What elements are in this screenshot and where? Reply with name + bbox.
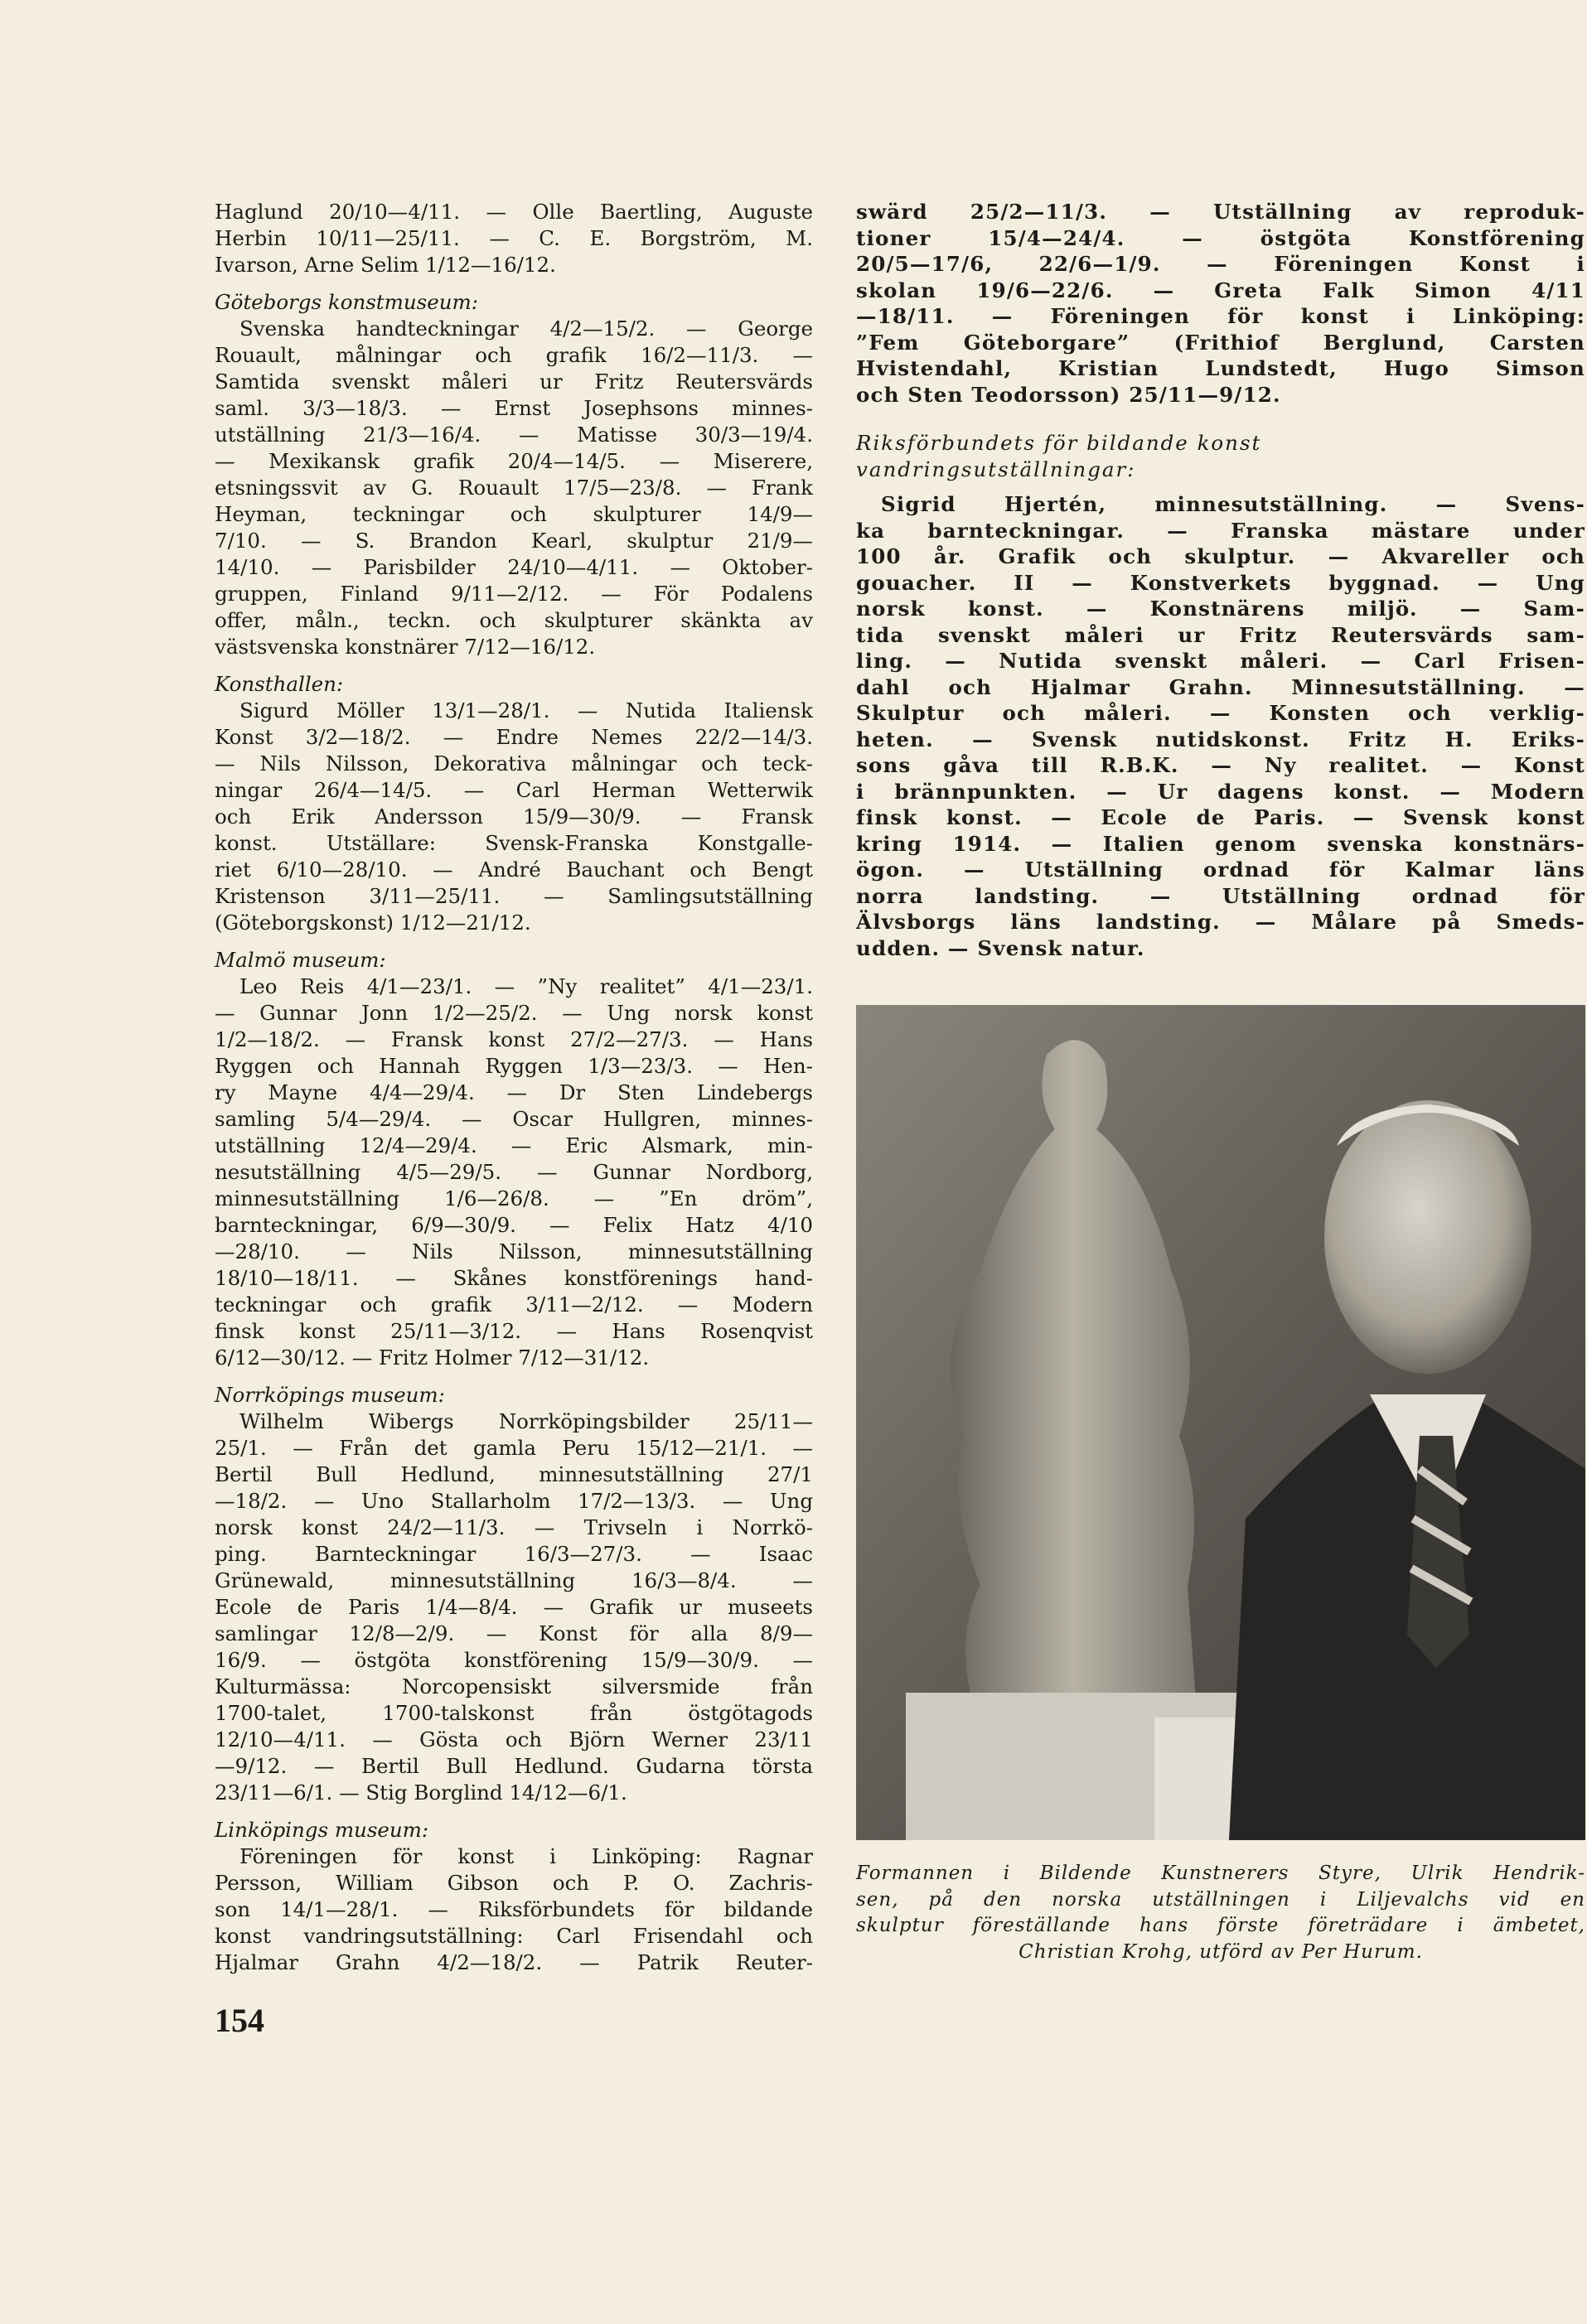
text-line: finsk konst. — Ecole de Paris. — Svensk konst [856, 805, 1585, 829]
text-line: (Göteborgskonst) 1/12—21/12. [215, 911, 531, 935]
text-line: skulptur föreställande hans förste företrädare i ämbetet, [856, 1915, 1585, 1936]
text-line: och Sten Teodorsson) 25/11—9/12. [856, 382, 1281, 407]
section-heading: Göteborgs konstmuseum: [215, 290, 478, 314]
left-column [215, 199, 813, 1976]
section-heading: Riksförbundets för bildande konst [856, 431, 1262, 455]
text-line: Rouault, målningar och grafik 16/2—11/3. — [215, 343, 813, 367]
text-line: Ryggen och Hannah Ryggen 1/3—23/3. — Hen- [215, 1054, 813, 1078]
text-line: dahl och Hjalmar Grahn. Minnesutställning. — [856, 674, 1585, 699]
text-line: Bertil Bull Hedlund, minnesutställning 27/1 [215, 1462, 813, 1486]
text-line: saml. 3/3—18/3. — Ernst Josephsons minnes- [215, 396, 813, 420]
text-line: samling 5/4—29/4. — Oscar Hullgren, minnes- [215, 1107, 813, 1131]
text-line: sen, på den norska utställningen i Liljevalchs vid en [856, 1888, 1585, 1911]
text-line: Konst 3/2—18/2. — Endre Nemes 22/2—14/3. [215, 725, 813, 749]
text-line: gruppen, Finland 9/11—2/12. — För Podalens [215, 582, 813, 606]
text-line: Wilhelm Wibergs Norrköpingsbilder 25/11— [240, 1409, 813, 1433]
photo-image [856, 1005, 1585, 1840]
right-column [856, 199, 1585, 961]
text-line: utställning 12/4—29/4. — Eric Alsmark, min- [215, 1133, 813, 1157]
text-line: Haglund 20/10—4/11. — Olle Baertling, Auguste [215, 200, 813, 224]
text-line: ka barnteckningar. — Franska mästare under [856, 518, 1585, 543]
text-line: ping. Barnteckningar 16/3—27/3. — Isaac [215, 1542, 813, 1566]
text-line: Grünewald, minnesutställning 16/3—8/4. — [215, 1568, 813, 1592]
text-line: sons gåva till R.B.K. — Ny realitet. — Konst [856, 753, 1585, 777]
text-line: Formannen i Bildende Kunstnerers Styre, Ulrik Hendrik- [856, 1863, 1585, 1884]
text-line: 7/10. — S. Brandon Kearl, skulptur 21/9— [215, 529, 813, 553]
text-line: teckningar och grafik 3/11—2/12. — Modern [215, 1292, 813, 1317]
text-line: 6/12—30/12. — Fritz Holmer 7/12—31/12. [215, 1346, 650, 1370]
text-line: —18/11. — Föreningen för konst i Linköping: [856, 304, 1585, 328]
text-line: Ecole de Paris 1/4—8/4. — Grafik ur museets [215, 1595, 813, 1619]
text-line: samlingar 12/8—2/9. — Konst för alla 8/9— [215, 1621, 813, 1645]
text-line: swärd 25/2—11/3. — Utställning av reproduk- [856, 200, 1585, 224]
text-line: — Nils Nilsson, Dekorativa målningar och teck- [215, 751, 813, 775]
text-line: och Erik Andersson 15/9—30/9. — Fransk [215, 804, 813, 829]
text-line: Sigurd Möller 13/1—28/1. — Nutida Italiensk [240, 698, 813, 722]
text-line: ningar 26/4—14/5. — Carl Herman Wetterwik [215, 778, 813, 802]
text-line: 25/1. — Från det gamla Peru 15/12—21/1. — [215, 1436, 813, 1460]
text-line: nesutställning 4/5—29/5. — Gunnar Nordborg, [215, 1160, 813, 1184]
text-line: Samtida svenskt måleri ur Fritz Reutersvärds [215, 370, 813, 394]
text-line: i brännpunkten. — Ur dagens konst. — Modern [856, 779, 1585, 804]
text-line: 1700-talet, 1700-talskonst från östgötagods [215, 1701, 813, 1725]
photograph-man-with-sculpture [856, 1005, 1585, 1840]
text-line: konst vandringsutställning: Carl Frisendahl och [215, 1924, 813, 1948]
text-line: kring 1914. — Italien genom svenska konstnärs- [856, 831, 1585, 856]
text-line: —9/12. — Bertil Bull Hedlund. Gudarna törsta [215, 1754, 813, 1778]
text-line: skolan 19/6—22/6. — Greta Falk Simon 4/11 [856, 278, 1585, 302]
page-number: 154 [215, 2002, 264, 2039]
text-line: västsvenska konstnärer 7/12—16/12. [215, 635, 596, 659]
text-line: — Gunnar Jonn 1/2—25/2. — Ung norsk konst [215, 1001, 813, 1025]
text-line: ry Mayne 4/4—29/4. — Dr Sten Lindebergs [215, 1080, 813, 1104]
text-line: Hvistendahl, Kristian Lundstedt, Hugo Simson [856, 356, 1585, 380]
text-line: etsningssvit av G. Rouault 17/5—23/8. — Frank [215, 476, 813, 500]
text-line: — Mexikansk grafik 20/4—14/5. — Miserere, [215, 449, 813, 473]
section-heading: Konsthallen: [215, 672, 344, 696]
text-line: 23/11—6/1. — Stig Borglind 14/12—6/1. [215, 1780, 627, 1805]
photo-caption [856, 1861, 1585, 1965]
text-line: riet 6/10—28/10. — André Bauchant och Bengt [215, 858, 813, 882]
text-line: —18/2. — Uno Stallarholm 17/2—13/3. — Ung [215, 1489, 813, 1513]
section-heading: vandringsutställningar: [856, 457, 1136, 481]
text-line: minnesutställning 1/6—26/8. — ”En dröm”, [215, 1186, 813, 1210]
text-line: norsk konst. — Konstnärens miljö. — Sam- [856, 597, 1585, 621]
text-line: ling. — Nutida svenskt måleri. — Carl Frisen- [856, 649, 1585, 673]
section-heading: Norrköpings museum: [215, 1383, 445, 1407]
text-line: —28/10. — Nils Nilsson, minnesutställning [215, 1239, 813, 1263]
text-line: udden. — Svensk natur. [856, 935, 1145, 960]
text-line: norra landsting. — Utställning ordnad för [856, 883, 1585, 908]
text-line: 18/10—18/11. — Skånes konstförenings hand- [215, 1266, 813, 1290]
text-line: konst. Utställare: Svensk-Franska Konstgalle- [215, 831, 813, 855]
text-line: Föreningen för konst i Linköping: Ragnar [240, 1844, 813, 1868]
text-line: 16/9. — östgöta konstförening 15/9—30/9. — [215, 1648, 813, 1672]
text-line: 20/5—17/6, 22/6—1/9. — Föreningen Konst i [856, 252, 1585, 276]
text-line: 1/2—18/2. — Fransk konst 27/2—27/3. — Hans [215, 1027, 813, 1051]
text-line: norsk konst 24/2—11/3. — Trivseln i Norrkö- [215, 1515, 813, 1539]
text-line: finsk konst 25/11—3/12. — Hans Rosenqvist [215, 1319, 813, 1343]
text-line: son 14/1—28/1. — Riksförbundets för bildande [215, 1897, 813, 1921]
text-line: Christian Krohg, utförd av Per Hurum. [1018, 1940, 1423, 1963]
text-line: 14/10. — Parisbilder 24/10—4/11. — Oktober- [215, 555, 813, 579]
text-line: Persson, William Gibson och P. O. Zachris- [215, 1871, 813, 1895]
text-line: Sigrid Hjertén, minnesutställning. — Svens- [881, 492, 1585, 516]
text-line: tioner 15/4—24/4. — östgöta Konstförening [856, 225, 1585, 250]
text-line: Skulptur och måleri. — Konsten och verklig- [856, 701, 1585, 725]
text-line: Heyman, teckningar och skulpturer 14/9— [215, 502, 813, 526]
text-line: heten. — Svensk nutidskonst. Fritz H. Eriks- [856, 727, 1585, 751]
text-line: Herbin 10/11—25/11. — C. E. Borgström, M. [215, 226, 813, 250]
text-line: utställning 21/3—16/4. — Matisse 30/3—19/4. [215, 423, 813, 447]
text-line: Kristenson 3/11—25/11. — Samlingsutställning [215, 884, 813, 908]
text-line: tida svenskt måleri ur Fritz Reutersvärds sam- [856, 622, 1585, 647]
text-line: Ivarson, Arne Selim 1/12—16/12. [215, 253, 556, 277]
text-line: Hjalmar Grahn 4/2—18/2. — Patrik Reuter- [215, 1950, 813, 1974]
text-line: gouacher. II — Konstverkets byggnad. — Ung [856, 570, 1585, 595]
text-line: ”Fem Göteborgare” (Frithiof Berglund, Carsten [856, 330, 1585, 355]
text-line: ögon. — Utställning ordnad för Kalmar läns [856, 858, 1585, 882]
text-line: barnteckningar, 6/9—30/9. — Felix Hatz 4/10 [215, 1213, 813, 1237]
section-heading: Linköpings museum: [215, 1818, 429, 1842]
text-line: 12/10—4/11. — Gösta och Björn Werner 23/11 [215, 1727, 813, 1751]
text-line: Leo Reis 4/1—23/1. — ”Ny realitet” 4/1—23/1. [240, 974, 813, 998]
text-line: Kulturmässa: Norcopensiskt silversmide från [215, 1674, 813, 1698]
text-line: Svenska handteckningar 4/2—15/2. — George [240, 316, 813, 341]
text-line: Älvsborgs läns landsting. — Målare på Smeds- [856, 910, 1585, 934]
text-line: 100 år. Grafik och skulptur. — Akvareller och [856, 544, 1585, 568]
text-line: offer, måln., teckn. och skulpturer skänkta av [215, 608, 813, 632]
section-heading: Malmö museum: [215, 948, 386, 972]
